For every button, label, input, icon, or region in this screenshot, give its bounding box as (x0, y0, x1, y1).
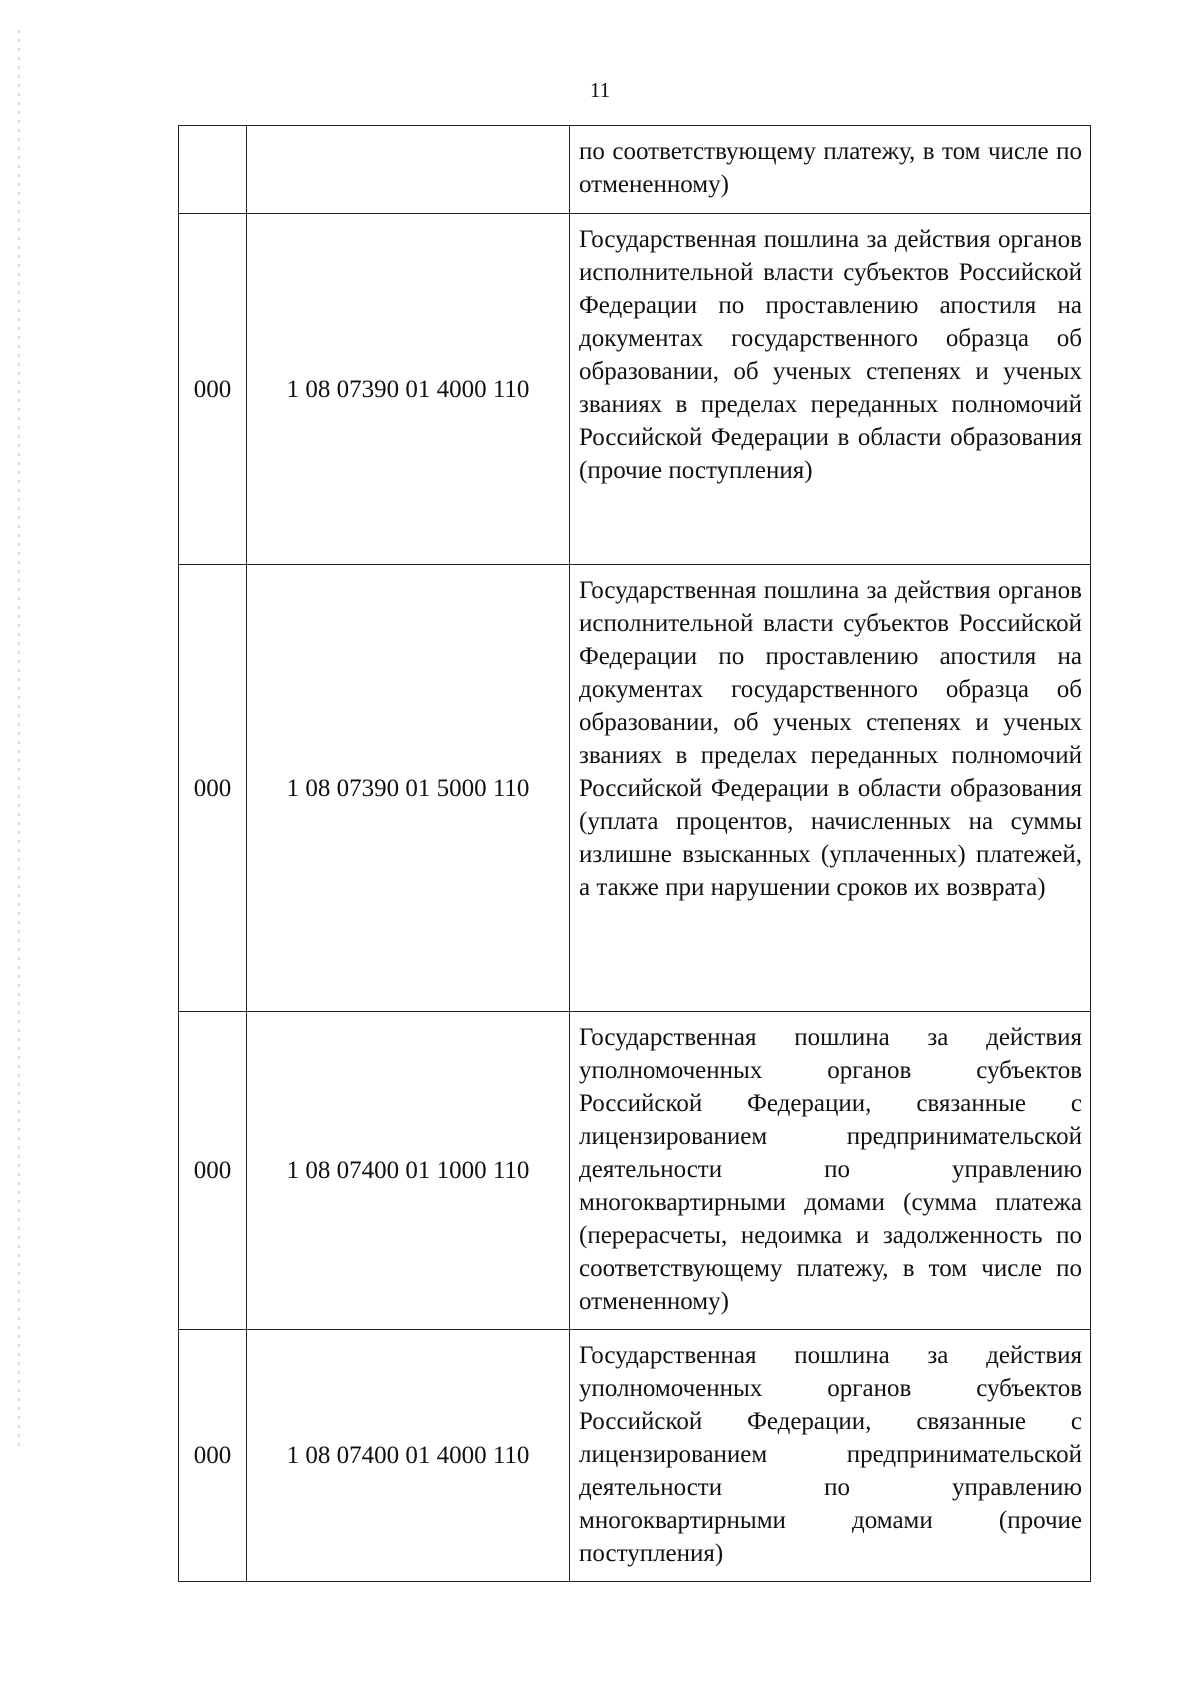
description-cell: Государственная пошлина за действия уполномоченных органов субъектов Российской Федерации, связанные с лицензированием предпринимательской деятельности по управлению многоквартирными домами (сумма платежа (перерасчеты, недоимка и задолженность по соответствующему платежу, в том числе по отмененному) (570, 1012, 1091, 1330)
table-row (179, 126, 1091, 214)
kbk-code-cell: 1 08 07400 01 1000 110 (247, 1012, 570, 1330)
kbk-code-cell: 1 08 07390 01 4000 110 (247, 214, 570, 565)
admin-code-cell: 000 (179, 214, 247, 565)
page-number: 11 (589, 78, 611, 102)
kbk-code-cell (247, 126, 570, 214)
admin-code-cell: 000 (179, 1330, 247, 1582)
description-cell: Государственная пошлина за действия уполномоченных органов субъектов Российской Федерации, связанные с лицензированием предпринимательской деятельности по управлению многоквартирными домами (прочие поступления) (570, 1330, 1091, 1582)
table-row (179, 1012, 1091, 1330)
kbk-code-cell: 1 08 07390 01 5000 110 (247, 565, 570, 1012)
description-cell: Государственная пошлина за действия органов исполнительной власти субъектов Российской Федерации по проставлению апостиля на документах государственного образца об образовании, об ученых степенях и ученых званиях в пределах переданных полномочий Российской Федерации в области образования (уплата процентов, начисленных на суммы излишне взысканных (уплаченных) платежей, а также при нарушении сроков их возврата) (570, 565, 1091, 1012)
table-row (179, 1330, 1091, 1582)
description-cell: Государственная пошлина за действия органов исполнительной власти субъектов Российской Федерации по проставлению апостиля на документах государственного образца об образовании, об ученых степенях и ученых званиях в пределах переданных полномочий Российской Федерации в области образования (прочие поступления) (570, 214, 1091, 565)
table-row (179, 565, 1091, 1012)
revenue-codes-table (178, 125, 1091, 1582)
scan-margin-marks (18, 30, 20, 1450)
admin-code-cell (179, 126, 247, 214)
table-row (179, 214, 1091, 565)
kbk-code-cell: 1 08 07400 01 4000 110 (247, 1330, 570, 1582)
description-cell: по соответствующему платежу, в том числе по отмененному) (570, 126, 1091, 214)
admin-code-cell: 000 (179, 565, 247, 1012)
admin-code-cell: 000 (179, 1012, 247, 1330)
